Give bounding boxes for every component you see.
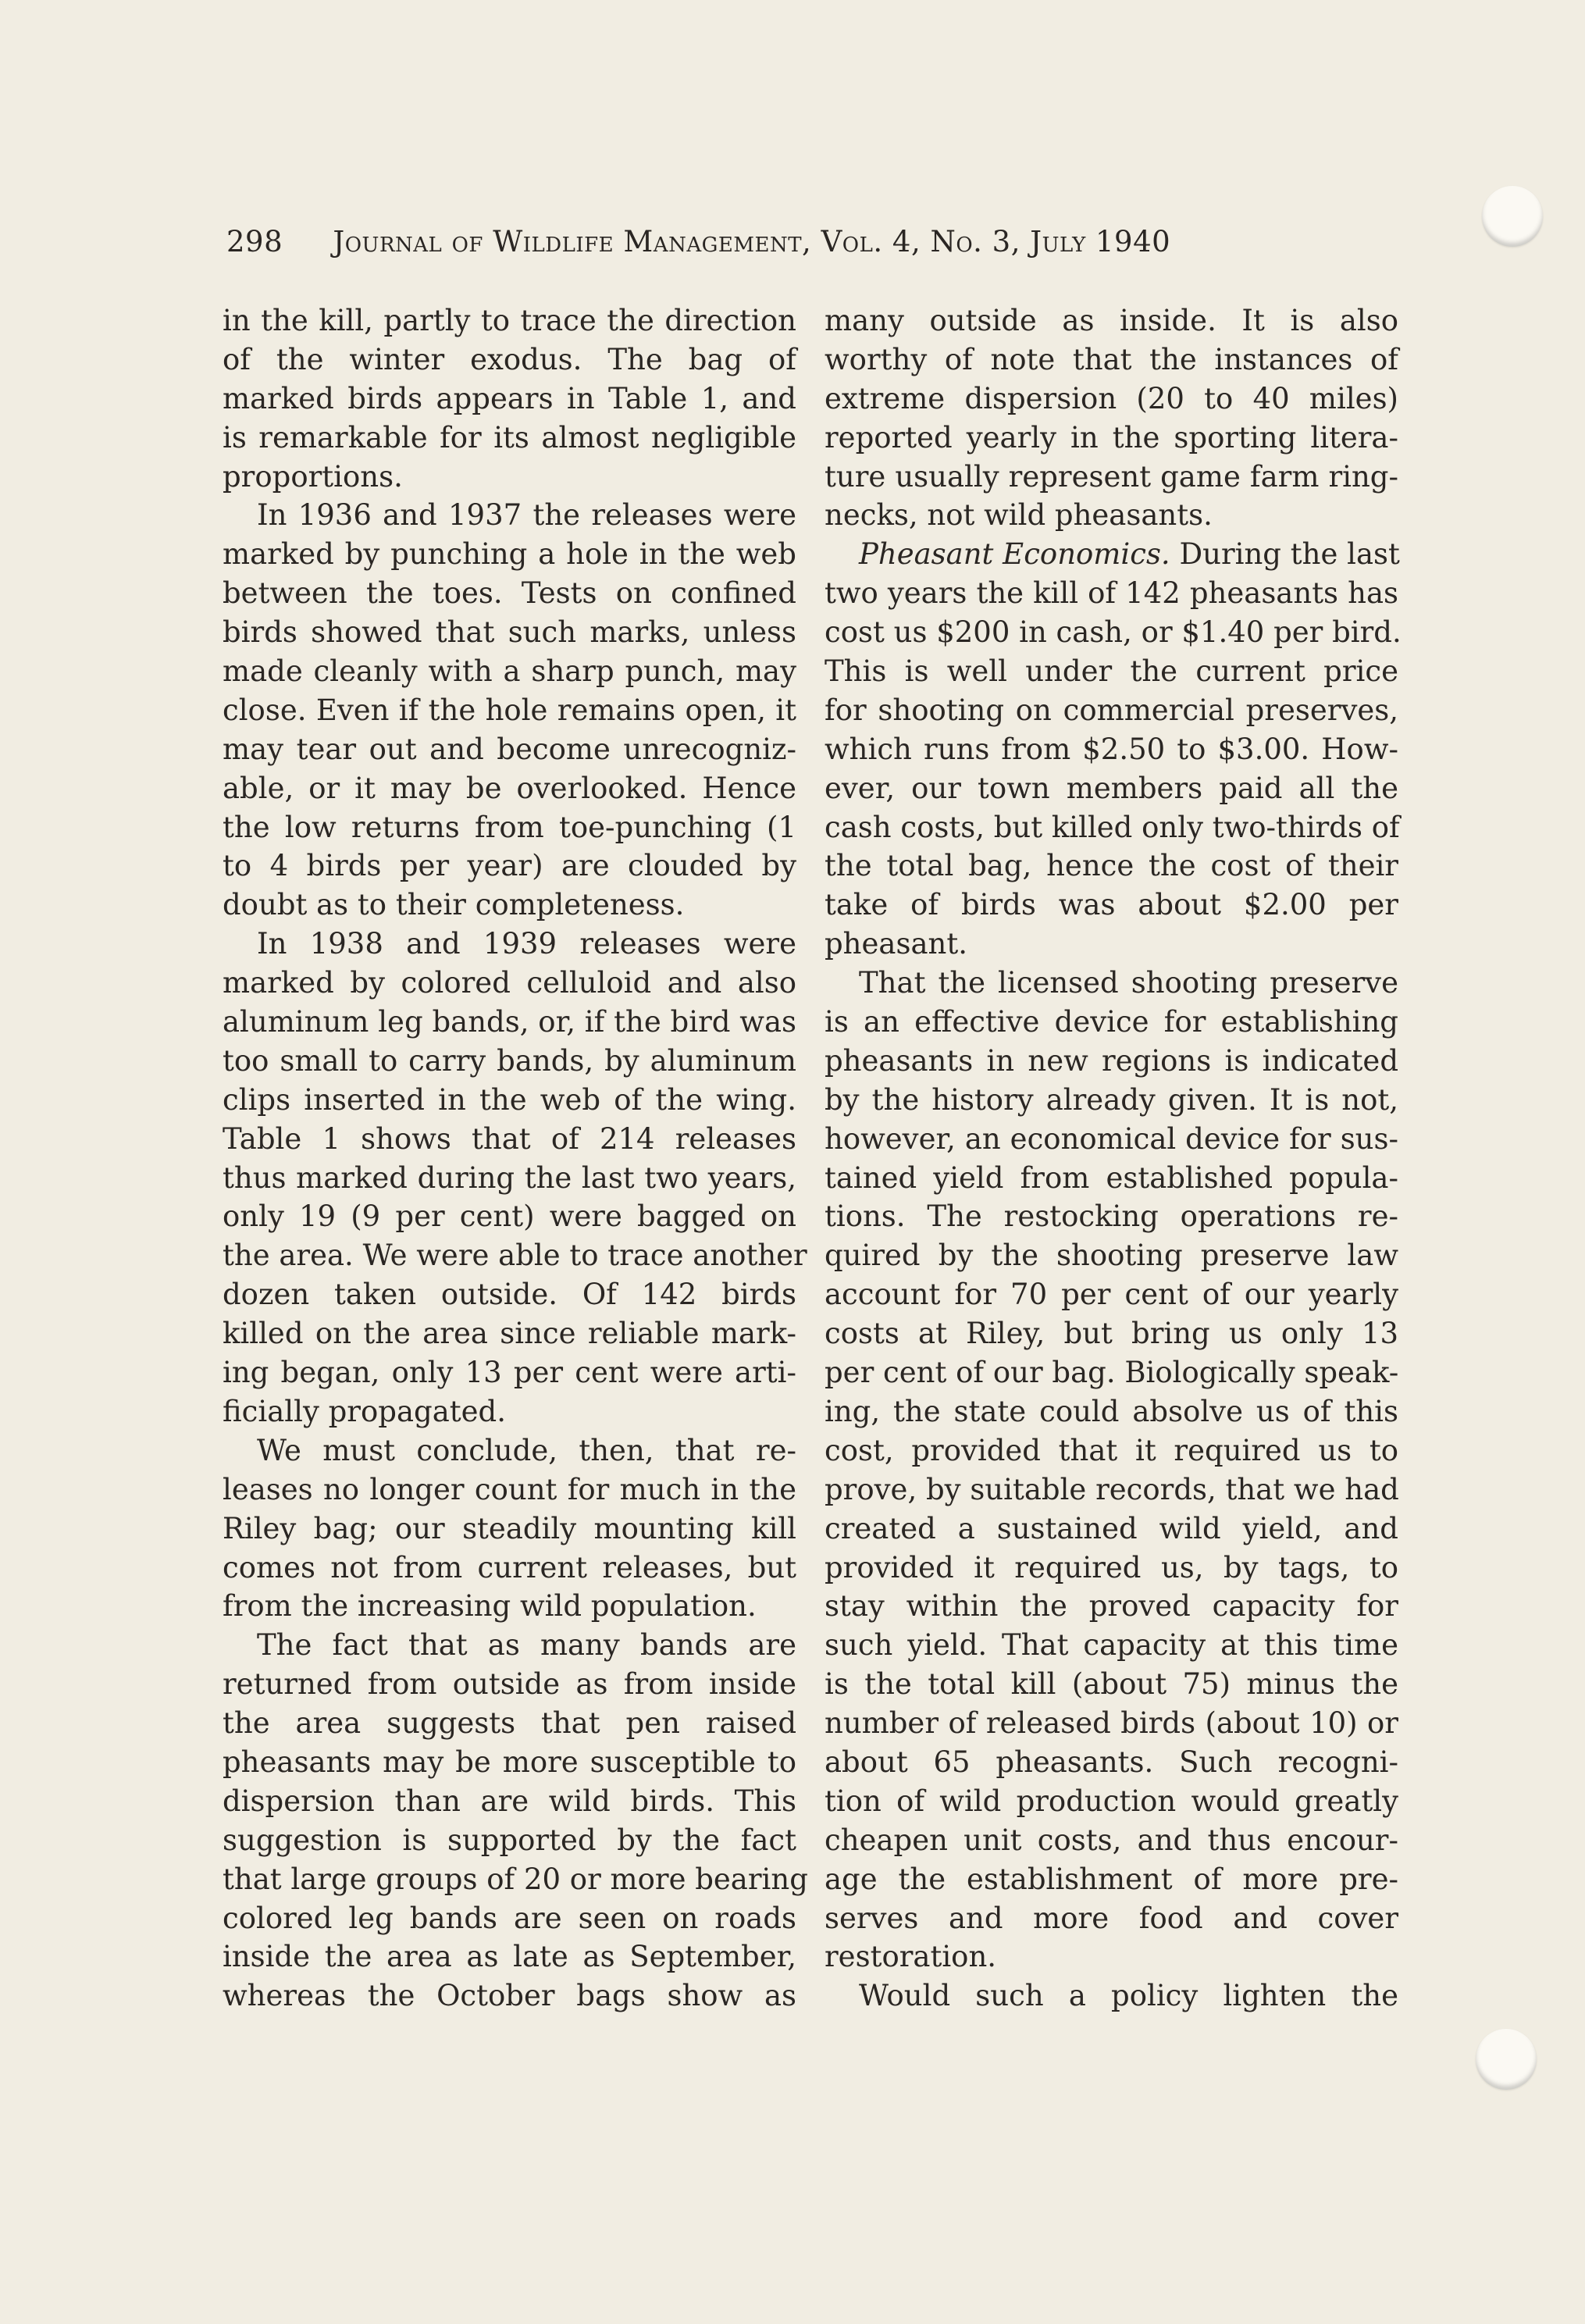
text-line [825,535,1398,574]
text-line: age the establishment of more pre- [825,1862,1398,1896]
text-line: returned from outside as from inside [223,1667,796,1702]
text-line: We must conclude, then, that re- [257,1433,796,1467]
text-line: In 1936 and 1937 the releases were [257,498,796,533]
text-line: of the winter exodus. The bag of [223,342,796,376]
text-line: extreme dispersion (20 to 40 miles) [825,381,1398,415]
text-line: leases no longer count for much in the [223,1472,796,1506]
binder-hole-top [1482,186,1543,247]
text-line: thus marked during the last two years, [223,1160,796,1195]
text-line: ficially propagated. [223,1394,506,1428]
text-line: may tear out and become unrecogniz- [223,732,796,766]
text-line: clips inserted in the web of the wing. [223,1082,796,1117]
left-column [223,301,808,2016]
text-line: is an effective device for establishing [825,1005,1398,1039]
binder-hole-bottom [1476,2029,1537,2090]
text-line: to 4 birds per year) are clouded by [223,849,796,883]
text-line: ing began, only 13 per cent were arti- [223,1356,796,1390]
text-line: pheasants may be more susceptible to [223,1745,796,1779]
text-line: that large groups of 20 or more bearing [223,1862,808,1896]
running-header [226,225,1280,258]
text-line: many outside as inside. It is also [825,304,1398,337]
text-line: pheasant. [825,927,967,961]
text-line: which runs from $2.50 to $3.00. How- [825,732,1398,766]
text-line: the area. We were able to trace another [223,1239,807,1273]
text-line: provided it required us, by tags, to [825,1550,1398,1584]
text-line: marked by punching a hole in the web [223,537,796,572]
text-line: comes not from current releases, but [223,1550,796,1584]
text-line: stay within the proved capacity for [825,1589,1398,1624]
text-line: ing, the state could absolve us of this [825,1394,1398,1428]
text-line: is remarkable for its almost negligible [223,420,796,454]
text-line: take of birds was about $2.00 per [825,888,1398,922]
text-line: from the increasing wild population. [223,1589,757,1624]
text-line: account for 70 per cent of our yearly [825,1278,1398,1312]
text-line: whereas the October bags show as [223,1979,796,2013]
text-line: birds showed that such marks, unless [223,615,796,650]
text-line: ever, our town members paid all the [825,771,1398,805]
text-line: marked by colored celluloid and also [223,966,796,1000]
text-line: marked birds appears in Table 1, and [223,381,796,415]
text-line: colored leg bands are seen on roads [223,1901,796,1935]
text-line: tion of wild production would greatly [825,1784,1398,1818]
text-line: doubt as to their completeness. [223,888,685,922]
text-line: cash costs, but killed only two-thirds of [825,810,1400,844]
line-rest: During the last [1170,537,1400,572]
text-line: is the total kill (about 75) minus the [825,1667,1398,1702]
text-line: Table 1 shows that of 214 releases [223,1121,796,1156]
text-line: worthy of note that the instances of [825,342,1398,376]
text-line: the low returns from toe-punching (1 [223,810,796,844]
text-line: prove, by suitable records, that we had [825,1472,1399,1506]
text-line: reported yearly in the sporting litera- [825,420,1398,454]
text-line: tained yield from established popula- [825,1160,1398,1195]
text-line: necks, not wild pheasants. [825,498,1213,533]
text-line: for shooting on commercial preserves, [825,693,1398,727]
text-line: aluminum leg bands, or, if the bird was [223,1005,796,1039]
text-line: however, an economical device for sus- [825,1121,1398,1156]
text-line: cost us $200 in cash, or $1.40 per bird. [825,615,1402,650]
text-line: This is well under the current price [825,654,1398,689]
text-line: tions. The restocking operations re- [825,1199,1398,1234]
text-line: proportions. [223,459,403,494]
text-line: about 65 pheasants. Such recogni- [825,1745,1398,1779]
text-line: inside the area as late as September, [223,1940,796,1974]
text-line: number of released birds (about 10) or [825,1706,1398,1741]
text-line: restoration. [825,1940,997,1974]
text-line: per cent of our bag. Biologically speak- [825,1356,1399,1390]
text-line: ture usually represent game farm ring- [825,459,1398,494]
text-line: dispersion than are wild birds. This [223,1784,796,1818]
text-line: Would such a policy lighten the [859,1979,1398,2013]
text-line: able, or it may be overlooked. Hence [223,771,796,805]
text-line: such yield. That capacity at this time [825,1628,1398,1663]
text-line: cost, provided that it required us to [825,1433,1398,1467]
text-line: the area suggests that pen raised [223,1706,796,1741]
journal-title: Journal of Wildlife Management, Vol. 4, No. 3, July 1940 [333,225,1171,258]
text-line: created a sustained wild yield, and [825,1511,1398,1545]
text-line: dozen taken outside. Of 142 birds [223,1278,796,1312]
text-line: costs at Riley, but bring us only 13 [825,1317,1398,1351]
text-line: made cleanly with a sharp punch, may [223,654,796,689]
text-line: In 1938 and 1939 releases were [257,927,796,961]
text-line: close. Even if the hole remains open, it [223,693,796,727]
text-line: That the licensed shooting preserve [859,966,1398,1000]
text-line: too small to carry bands, by aluminum [223,1043,796,1078]
text-line: suggestion is supported by the fact [223,1823,796,1857]
text-line: Riley bag; our steadily mounting kill [223,1511,796,1545]
text-line: by the history already given. It is not, [825,1082,1398,1117]
right-column [825,301,1402,2016]
text-line: only 19 (9 per cent) were bagged on [223,1199,796,1234]
text-line: two years the kill of 142 pheasants has [825,576,1398,611]
text-line: quired by the shooting preserve law [825,1239,1398,1273]
text-line: the total bag, hence the cost of their [825,849,1398,883]
text-line: between the toes. Tests on confined [223,576,796,611]
text-line: pheasants in new regions is indicated [825,1043,1398,1078]
page-number: 298 [226,225,283,258]
text-line: serves and more food and cover [825,1901,1398,1935]
text-line: in the kill, partly to trace the direction [223,304,796,337]
section-heading: Pheasant Economics. [859,537,1170,572]
text-line: The fact that as many bands are [257,1628,796,1663]
text-line: killed on the area since reliable mark- [223,1317,796,1351]
text-line: cheapen unit costs, and thus encour- [825,1823,1398,1857]
